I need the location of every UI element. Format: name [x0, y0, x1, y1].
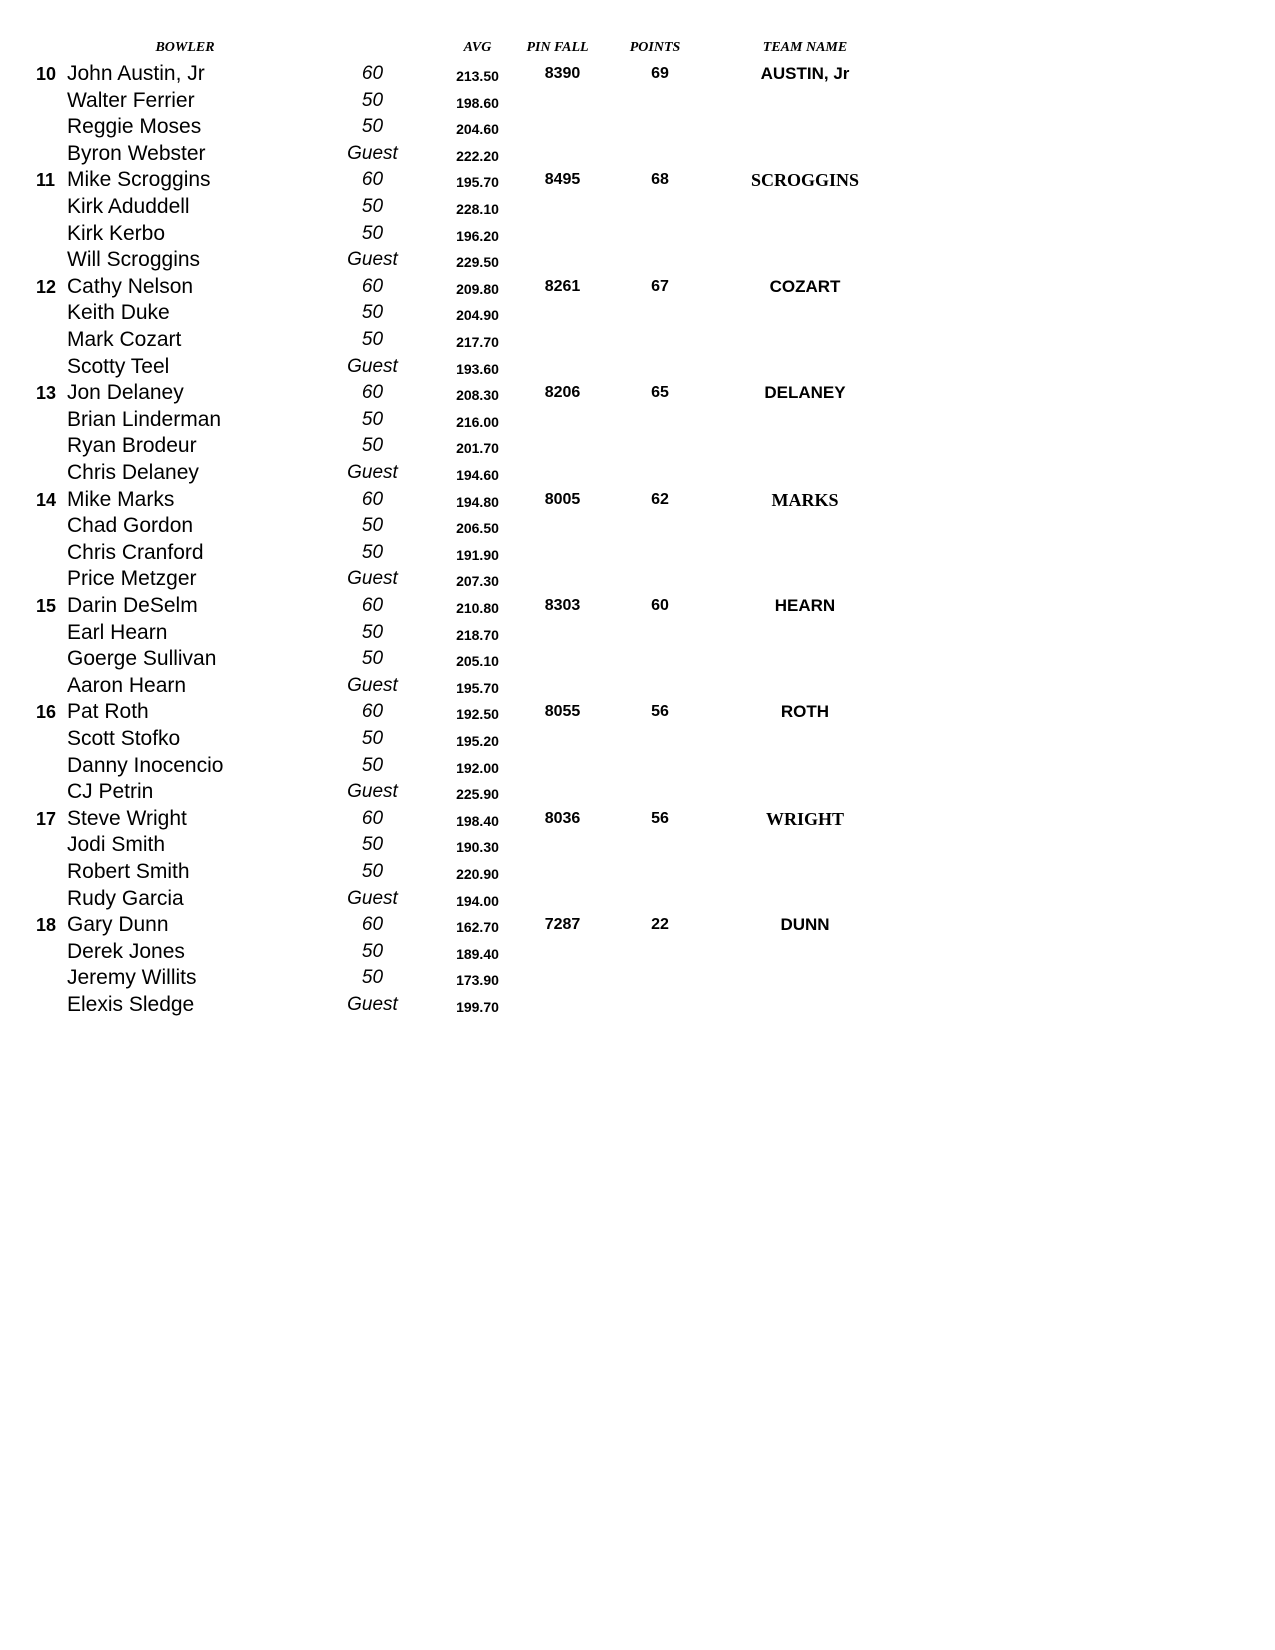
bowler-row — [0, 221, 1275, 247]
bowler-name: Earl Hearn — [67, 620, 168, 644]
bowler-average: 204.60 — [456, 121, 499, 138]
bowler-average: 220.90 — [456, 866, 499, 882]
bowler-average: 205.10 — [456, 653, 499, 670]
bowler-name: Chris Delaney — [67, 461, 199, 484]
bowler-row — [0, 939, 1275, 965]
team-pin-fall: 8390 — [544, 65, 581, 82]
bowler-handicap: 50 — [361, 302, 384, 324]
bowler-name: Robert Smith — [67, 860, 190, 883]
bowler-average: 198.40 — [456, 812, 499, 829]
team-name: ROTH — [780, 702, 830, 722]
bowler-handicap: 50 — [361, 89, 384, 111]
bowler-name: Cathy Nelson — [67, 274, 194, 298]
bowler-average: 192.00 — [456, 759, 499, 776]
bowler-handicap: 60 — [361, 701, 384, 723]
team-row-lead — [0, 593, 1275, 619]
bowler-name: Chad Gordon — [67, 514, 194, 538]
bowler-handicap: Guest — [347, 142, 398, 164]
bowler-average: 208.30 — [456, 387, 499, 404]
team-points: 65 — [651, 384, 669, 402]
bowler-name: Kirk Kerbo — [67, 221, 166, 245]
team-number: 17 — [36, 808, 57, 829]
team-name: DELANEY — [764, 383, 846, 403]
bowler-row — [0, 620, 1275, 646]
bowler-row — [0, 513, 1275, 539]
team-name: WRIGHT — [765, 808, 844, 829]
team-points: 62 — [651, 490, 669, 508]
bowler-row — [0, 965, 1275, 991]
team-number: 16 — [36, 702, 57, 723]
bowler-average: 193.60 — [456, 360, 499, 377]
bowler-average: 210.80 — [456, 600, 499, 616]
bowler-row — [0, 646, 1275, 672]
team-number: 12 — [36, 276, 57, 297]
team-number: 13 — [36, 383, 57, 404]
bowler-average: 173.90 — [456, 972, 499, 989]
bowler-row — [0, 540, 1275, 566]
bowler-name: Darin DeSelm — [67, 594, 198, 617]
bowler-handicap: 50 — [361, 728, 384, 749]
team-row-lead — [0, 699, 1275, 725]
bowler-name: Mike Scroggins — [67, 168, 211, 192]
bowler-row — [0, 354, 1275, 380]
team-pin-fall: 8055 — [544, 703, 581, 721]
bowler-average: 189.40 — [456, 945, 499, 962]
bowler-name: Goerge Sullivan — [67, 647, 217, 671]
bowler-name: Pat Roth — [67, 700, 149, 724]
header-points: POINTS — [629, 40, 681, 55]
team-row-lead — [0, 806, 1275, 832]
team-points: 69 — [651, 65, 669, 82]
team-name: COZART — [769, 276, 841, 296]
bowler-handicap: 50 — [361, 515, 384, 537]
bowler-row — [0, 779, 1275, 805]
bowler-name: John Austin, Jr — [67, 62, 205, 85]
team-row-lead — [0, 61, 1275, 87]
bowler-average: 190.30 — [456, 839, 499, 856]
bowler-row — [0, 832, 1275, 858]
bowler-row — [0, 992, 1275, 1018]
team-row-lead — [0, 487, 1275, 513]
team-pin-fall: 8303 — [544, 597, 581, 614]
bowler-name: Keith Duke — [67, 301, 170, 325]
bowler-average: 218.70 — [456, 626, 499, 643]
bowler-name: Walter Ferrier — [67, 88, 195, 112]
team-name: AUSTIN, Jr — [760, 64, 850, 83]
bowler-row — [0, 460, 1275, 486]
team-pin-fall: 8261 — [544, 277, 581, 295]
bowler-name: Steve Wright — [67, 806, 187, 830]
bowler-row — [0, 247, 1275, 273]
bowler-average: 216.00 — [456, 413, 499, 430]
bowler-average: 194.80 — [456, 493, 499, 510]
team-pin-fall: 8206 — [544, 384, 581, 402]
bowler-name: Mike Marks — [67, 487, 175, 511]
bowler-row — [0, 194, 1275, 220]
team-number: 10 — [36, 64, 57, 84]
bowler-name: Derek Jones — [67, 939, 185, 963]
team-number: 18 — [36, 915, 57, 936]
team-name: DUNN — [780, 915, 830, 935]
bowler-handicap: 50 — [361, 861, 384, 882]
bowler-name: Price Metzger — [67, 567, 197, 591]
bowler-handicap: 50 — [361, 329, 384, 350]
team-number: 14 — [36, 489, 57, 510]
bowler-row — [0, 859, 1275, 885]
bowler-handicap: 50 — [361, 754, 384, 776]
bowler-handicap: 60 — [361, 63, 384, 84]
bowler-handicap: 60 — [361, 382, 384, 404]
bowler-handicap: 50 — [361, 648, 384, 670]
team-pin-fall: 8495 — [544, 171, 581, 189]
bowler-average: 195.70 — [456, 679, 499, 696]
bowler-average: 198.60 — [456, 94, 499, 111]
bowler-average: 222.20 — [456, 147, 499, 164]
bowler-average: 228.10 — [456, 201, 499, 217]
bowler-name: Reggie Moses — [67, 115, 202, 139]
bowler-row — [0, 327, 1275, 353]
bowler-name: Aaron Hearn — [67, 673, 187, 697]
bowler-handicap: 50 — [361, 116, 384, 138]
bowler-name: Rudy Garcia — [67, 886, 184, 910]
bowler-name: Chris Cranford — [67, 540, 204, 564]
bowler-name: Mark Cozart — [67, 328, 182, 351]
bowler-handicap: Guest — [347, 568, 398, 590]
bowler-name: Elexis Sledge — [67, 993, 195, 1016]
bowler-handicap: 60 — [361, 914, 384, 936]
bowler-handicap: 50 — [361, 408, 384, 430]
bowler-average: 209.80 — [456, 280, 499, 297]
bowler-average: 191.90 — [456, 546, 499, 563]
team-row-lead — [0, 912, 1275, 938]
bowler-handicap: Guest — [347, 994, 398, 1015]
team-name: MARKS — [771, 489, 839, 510]
bowler-average: 207.30 — [456, 573, 499, 590]
bowler-average: 204.90 — [456, 307, 499, 324]
bowler-handicap: 50 — [361, 196, 384, 217]
bowler-row — [0, 726, 1275, 752]
bowler-average: 194.00 — [456, 892, 499, 909]
bowler-name: Kirk Aduddell — [67, 195, 190, 218]
team-number: 11 — [36, 170, 56, 191]
bowler-name: Scott Stofko — [67, 727, 181, 750]
team-name: SCROGGINS — [750, 170, 860, 191]
header-team-name: TEAM NAME — [762, 40, 848, 55]
bowler-average: 196.20 — [456, 227, 499, 244]
bowler-row — [0, 566, 1275, 592]
bowler-average: 206.50 — [456, 520, 499, 537]
bowler-name: Jon Delaney — [67, 381, 184, 405]
bowler-average: 229.50 — [456, 254, 499, 271]
team-row-lead — [0, 274, 1275, 300]
bowler-average: 192.50 — [456, 706, 499, 723]
bowler-handicap: 50 — [361, 435, 384, 457]
bowler-handicap: 50 — [361, 621, 384, 643]
bowler-name: CJ Petrin — [67, 780, 154, 804]
bowler-handicap: 60 — [361, 807, 384, 829]
bowler-average: 199.70 — [456, 999, 499, 1015]
bowler-average: 201.70 — [456, 440, 499, 457]
bowler-name: Jeremy Willits — [67, 966, 197, 990]
bowler-handicap: 50 — [361, 834, 384, 856]
bowler-average: 195.70 — [456, 174, 499, 191]
team-number: 15 — [36, 596, 57, 616]
bowler-name: Gary Dunn — [67, 913, 169, 937]
team-pin-fall: 7287 — [544, 916, 581, 934]
team-pin-fall: 8005 — [544, 490, 581, 508]
team-points: 56 — [651, 809, 669, 827]
bowler-row — [0, 673, 1275, 699]
bowler-handicap: Guest — [347, 674, 398, 696]
bowler-handicap: 50 — [361, 222, 384, 244]
bowler-handicap: Guest — [347, 781, 398, 803]
header-pin-fall: PIN FALL — [526, 40, 589, 55]
team-points: 60 — [651, 597, 669, 614]
team-row-lead — [0, 380, 1275, 406]
bowler-handicap: Guest — [347, 887, 398, 909]
bowler-name: Byron Webster — [67, 141, 206, 165]
bowler-handicap: 60 — [361, 275, 384, 297]
bowler-average: 213.50 — [456, 68, 499, 84]
bowler-average: 225.90 — [456, 786, 499, 803]
team-points: 56 — [651, 703, 669, 721]
bowler-row — [0, 433, 1275, 459]
bowler-average: 162.70 — [456, 919, 499, 936]
bowler-row — [0, 141, 1275, 167]
bowler-handicap: 60 — [361, 488, 384, 510]
bowler-average: 194.60 — [456, 467, 499, 483]
bowler-row — [0, 114, 1275, 140]
bowler-name: Jodi Smith — [67, 833, 166, 857]
bowler-handicap: Guest — [347, 355, 398, 377]
team-points: 67 — [651, 277, 669, 295]
team-pin-fall: 8036 — [544, 809, 581, 827]
team-points: 68 — [651, 171, 669, 189]
bowler-row — [0, 886, 1275, 912]
bowler-row — [0, 300, 1275, 326]
bowler-average: 195.20 — [456, 733, 499, 749]
bowler-row — [0, 407, 1275, 433]
bowler-handicap: Guest — [347, 249, 398, 271]
bowler-handicap: 60 — [361, 595, 384, 616]
bowler-name: Brian Linderman — [67, 407, 222, 431]
bowler-handicap: 50 — [361, 967, 384, 989]
bowler-handicap: 60 — [361, 169, 384, 191]
header-bowler: BOWLER — [155, 40, 215, 55]
bowler-name: Scotty Teel — [67, 354, 170, 378]
bowler-handicap: 50 — [361, 541, 384, 563]
bowler-name: Ryan Brodeur — [67, 434, 197, 458]
team-points: 22 — [651, 916, 669, 934]
bowler-name: Will Scroggins — [67, 248, 201, 272]
bowler-handicap: 50 — [361, 940, 384, 962]
bowler-row — [0, 753, 1275, 779]
bowler-name: Danny Inocencio — [67, 753, 224, 777]
bowler-handicap: Guest — [347, 462, 398, 483]
team-name: HEARN — [774, 596, 836, 615]
bowler-average: 217.70 — [456, 334, 499, 350]
team-row-lead — [0, 167, 1275, 193]
header-avg: AVG — [463, 40, 492, 55]
bowler-row — [0, 88, 1275, 114]
